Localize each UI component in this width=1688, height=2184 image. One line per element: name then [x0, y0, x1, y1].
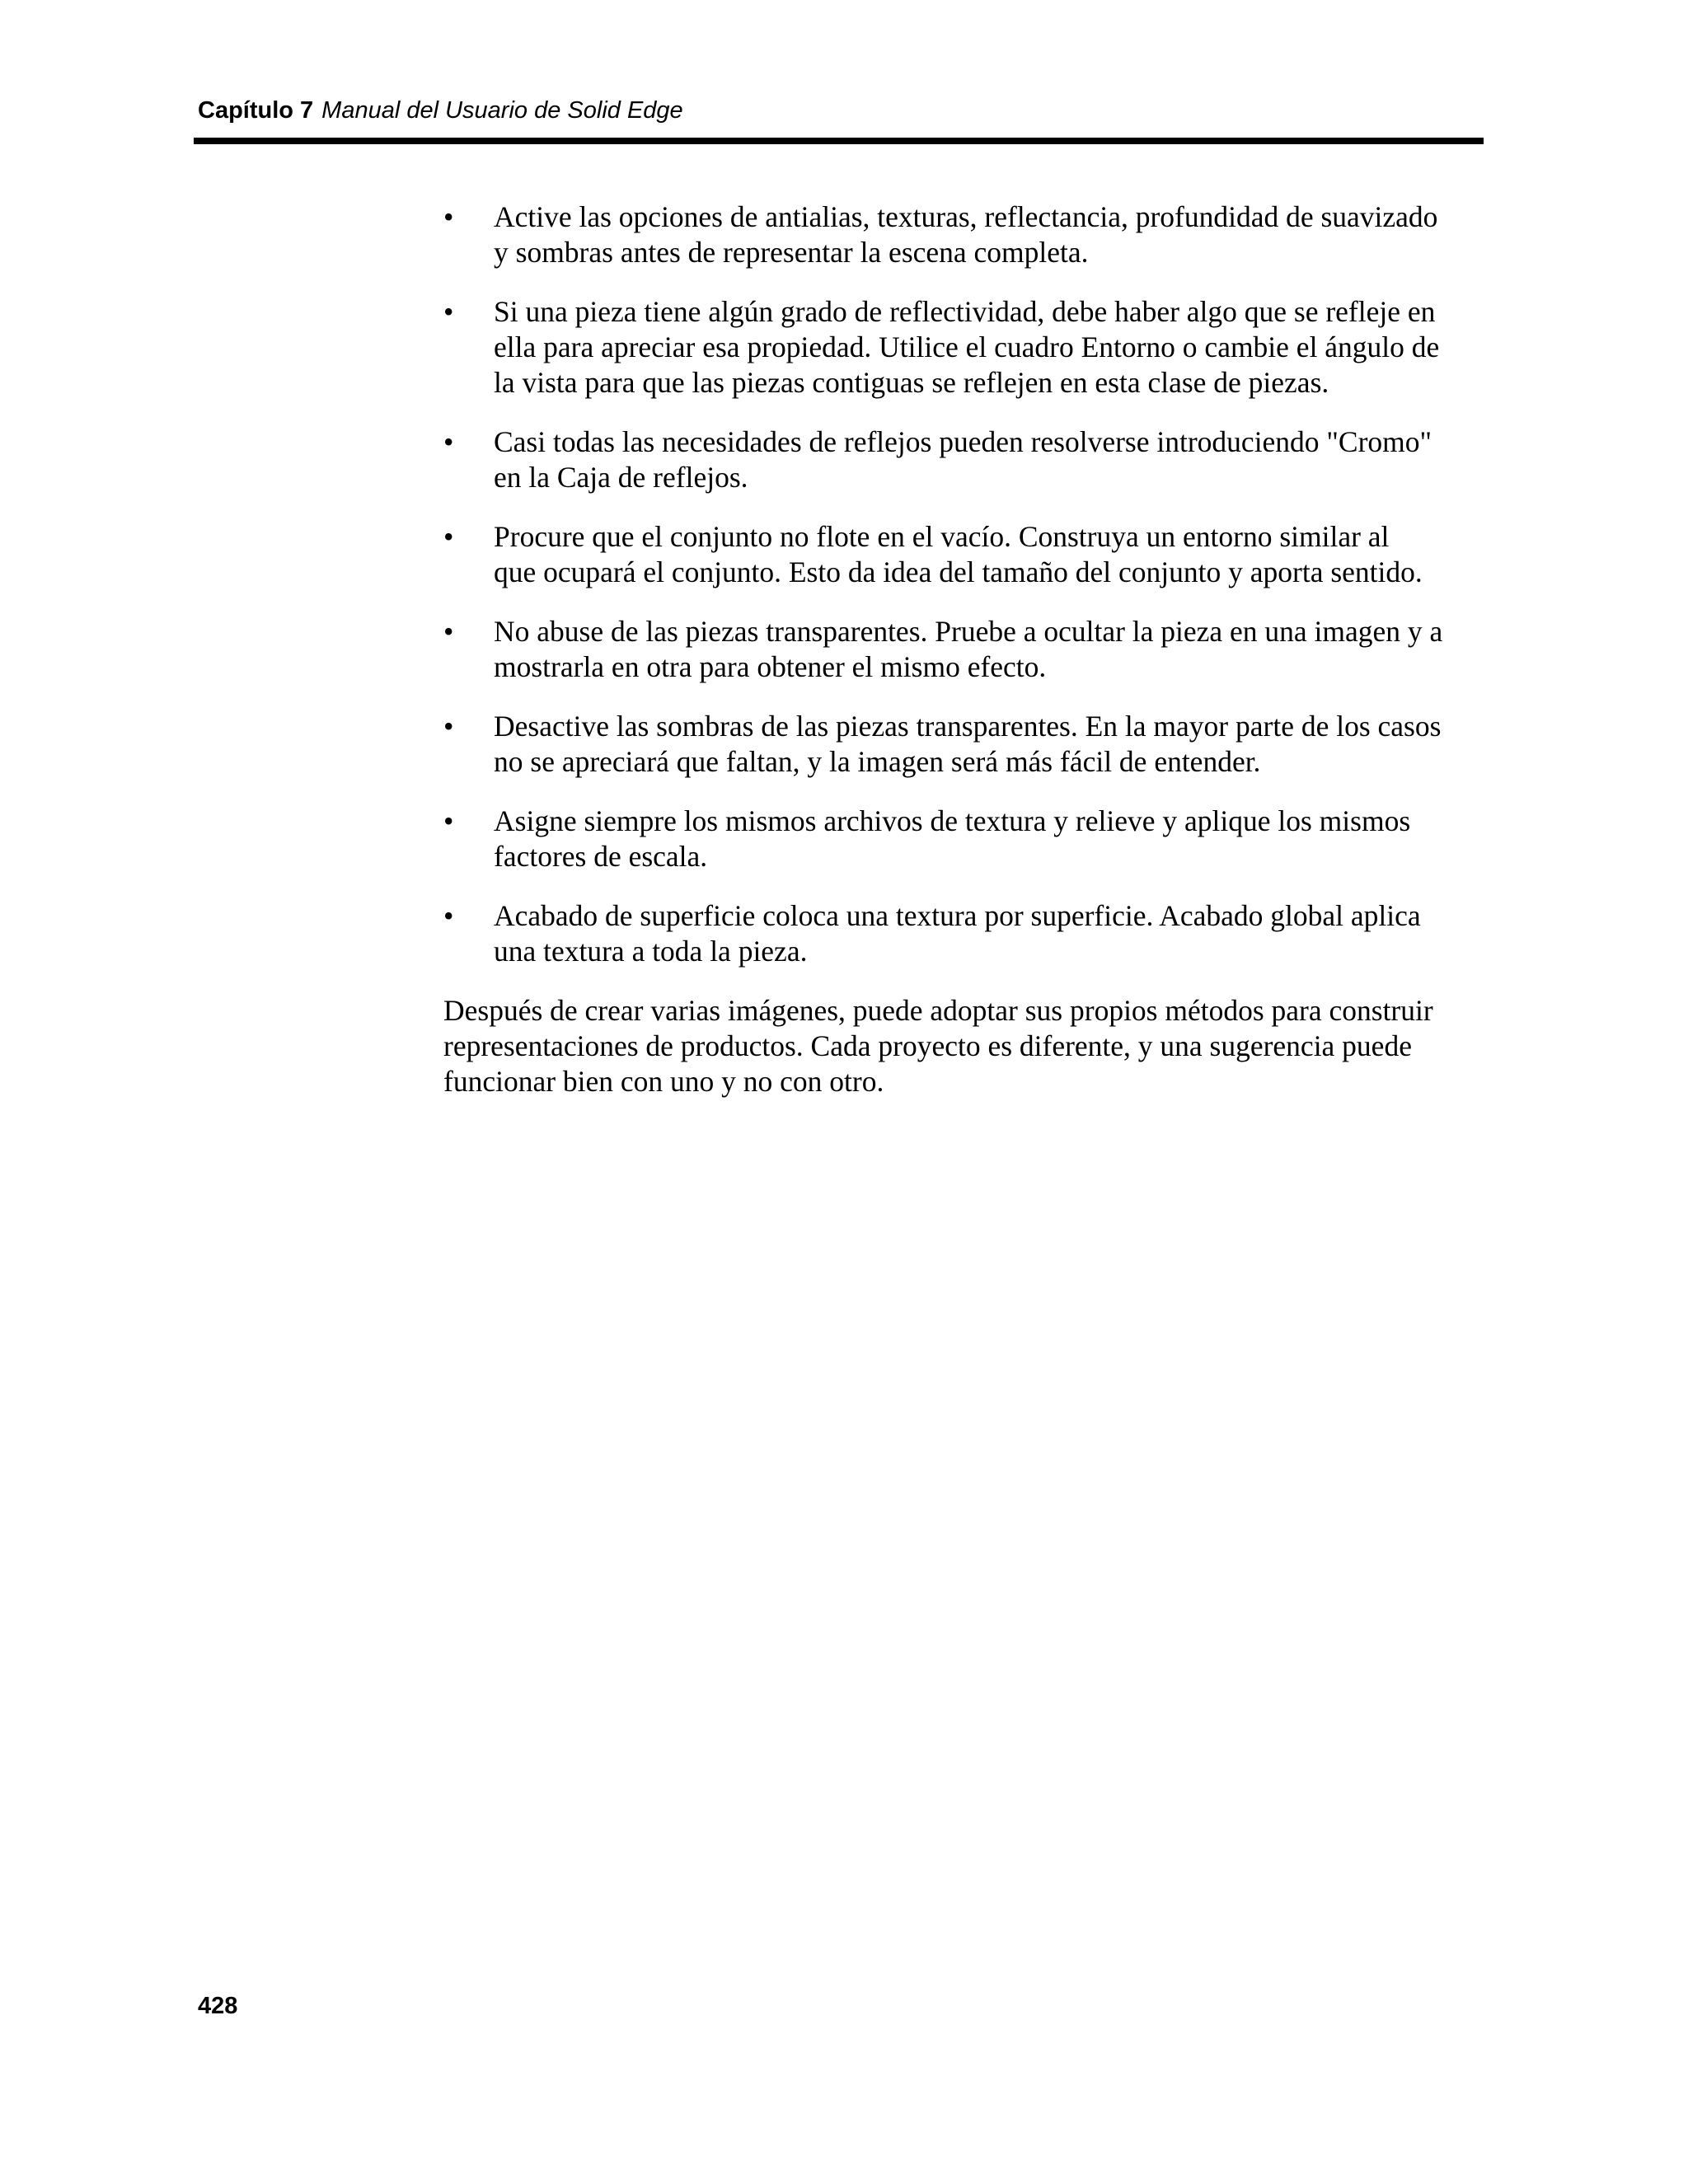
list-item-line: Acabado de superficie coloca una textura por superficie. Acabado global aplica — [494, 899, 1421, 932]
paragraph-line: funcionar bien con uno y no con otro. — [443, 1065, 884, 1098]
bullet-icon: • — [443, 899, 454, 932]
list-item — [443, 199, 1494, 270]
list-item — [443, 294, 1494, 401]
list-item — [443, 709, 1494, 780]
paragraph-line: Después de crear varias imágenes, puede adoptar sus propios métodos para construir — [443, 994, 1433, 1027]
list-item-line: Asigne siempre los mismos archivos de textura y relieve y aplique los mismos — [494, 804, 1411, 837]
list-item-line: No abuse de las piezas transparentes. Pruebe a ocultar la pieza en una imagen y a — [494, 615, 1443, 648]
bullet-icon: • — [443, 200, 454, 233]
bullet-icon: • — [443, 710, 454, 743]
list-item-line: en la Caja de reflejos. — [494, 461, 748, 494]
bullet-icon: • — [443, 520, 454, 553]
bullet-icon: • — [443, 295, 454, 328]
list-item-line: ella para apreciar esa propiedad. Utilice el cuadro Entorno o cambie el ángulo de — [494, 330, 1440, 363]
list-item-line: Casi todas las necesidades de reflejos pueden resolverse introduciendo "Cromo" — [494, 425, 1432, 458]
list-item — [443, 898, 1494, 969]
bullet-icon: • — [443, 425, 454, 458]
list-item-line: Desactive las sombras de las piezas transparentes. En la mayor parte de los casos — [494, 710, 1442, 743]
list-item-line: mostrarla en otra para obtener el mismo efecto. — [494, 650, 1047, 683]
header-rule — [194, 138, 1484, 144]
closing-paragraph — [443, 993, 1494, 1099]
list-item-line: no se apreciará que faltan, y la imagen será más fácil de entender. — [494, 745, 1261, 778]
list-item — [443, 424, 1494, 495]
list-item-line: y sombras antes de representar la escena completa. — [494, 236, 1089, 269]
paragraph-line: representaciones de productos. Cada proyecto es diferente, y una sugerencia puede — [443, 1029, 1412, 1062]
list-item-line: la vista para que las piezas contiguas se reflejen en esta clase de piezas. — [494, 366, 1329, 399]
list-item — [443, 519, 1494, 590]
list-item-line: Active las opciones de antialias, texturas, reflectancia, profundidad de suavizado — [494, 200, 1438, 233]
list-item — [443, 614, 1494, 685]
list-item-line: Si una pieza tiene algún grado de reflectividad, debe haber algo que se refleje en — [494, 295, 1436, 328]
main-content — [443, 199, 1494, 1099]
bullet-icon: • — [443, 615, 454, 648]
manual-title: Manual del Usuario de Solid Edge — [321, 97, 683, 124]
tips-list — [443, 199, 1494, 969]
chapter-label: Capítulo 7 — [198, 97, 314, 124]
list-item — [443, 804, 1494, 874]
list-item-line: una textura a toda la pieza. — [494, 935, 808, 968]
list-item-line: Procure que el conjunto no flote en el vacío. Construya un entorno similar al — [494, 520, 1390, 553]
list-item-line: factores de escala. — [494, 840, 708, 873]
page-number: 428 — [198, 1993, 238, 2019]
running-header — [198, 97, 683, 124]
bullet-icon: • — [443, 804, 454, 837]
list-item-line: que ocupará el conjunto. Esto da idea del tamaño del conjunto y aporta sentido. — [494, 555, 1423, 588]
